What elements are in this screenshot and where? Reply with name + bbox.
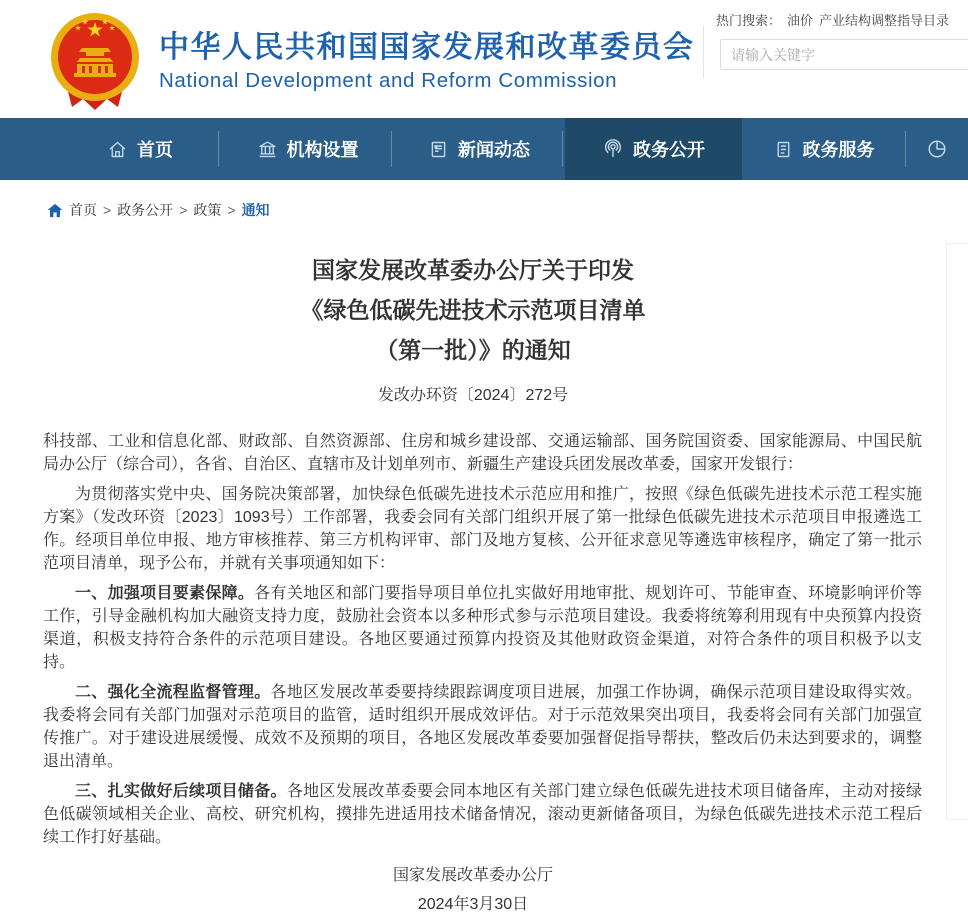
nav-separator [562, 131, 563, 167]
nav-item-data[interactable] [906, 118, 968, 180]
paragraph-intro [43, 483, 922, 575]
site-title-en: National Development and Reform Commission [159, 69, 618, 92]
section-heading: 一、加强项目要素保障。 [75, 585, 255, 602]
signature-org: 国家发展改革委办公厅 [392, 867, 553, 884]
site-header [0, 0, 968, 118]
news-icon [428, 139, 449, 160]
nav-item-gov-disclosure[interactable] [565, 118, 742, 180]
document-title [0, 250, 946, 370]
services-icon [773, 139, 794, 160]
paragraph-text: 各地区发展改革委要会同本地区有关部门建立绿色低碳先进技术项目储备库，主动对接绿色低碳领域相关企业、高校、研究机构，摸排先进适用技术储备情况，滚动更新储备项目，为绿色低碳先进技术示范工程后续工作打好基础。 [43, 783, 922, 846]
nav-item-label: 新闻动态 [458, 140, 530, 160]
document-title-line: （第一批）》的通知 [375, 337, 571, 363]
national-emblem-icon [45, 10, 145, 114]
nav-item-label: 政务公开 [633, 140, 705, 160]
nav-separator [391, 131, 392, 167]
breadcrumb-home[interactable]: 首页 [69, 202, 97, 218]
nav-separator [218, 131, 219, 167]
home-icon [47, 203, 63, 218]
home-icon [107, 139, 128, 160]
paragraph-text: 为贯彻落实党中央、国务院决策部署，加快绿色低碳先进技术示范应用和推广，按照《绿色低碳先进技术示范工程实施方案》（发改环资〔2023〕1093号）工作部署，我委会同有关部门组织开展了第一批绿色低碳先进技术示范项目申报遴选工作。经项目单位申报、地方审核推荐、第三方机构评审、部门及地方复核、公开征求意见等遴选审核程序，确定了第一批示范项目清单，现予公布，并就有关事项通知如下： [43, 486, 922, 572]
site-logo[interactable] [45, 10, 695, 114]
document-body [43, 430, 922, 856]
document-title-line: 《绿色低碳先进技术示范项目清单 [300, 297, 646, 323]
paragraph-section-3 [43, 780, 922, 849]
paragraph-text: 各地区发展改革委要持续跟踪调度项目进展，加强工作协调，确保示范项目建设取得实效。我委将会同有关部门加强对示范项目的监管，适时组织开展成效评估。对于示范效果突出项目，我委将会同有关部门加强宣传推广。对于建设进展缓慢、成效不及预期的项目，各地区发展改革委要加强督促指导帮扶，整改后仍未达到要求的，调整退出清单。 [43, 684, 922, 770]
site-titles [159, 30, 695, 94]
paragraph-section-1 [43, 582, 922, 674]
paragraph-recipients [43, 430, 922, 476]
hot-search [716, 10, 949, 29]
hot-search-label: 热门搜索： [716, 13, 782, 28]
header-divider [703, 26, 704, 78]
nav-item-label: 政务服务 [802, 140, 875, 160]
breadcrumb-separator: > [227, 202, 236, 218]
nav-item-news[interactable] [400, 118, 558, 180]
breadcrumb-separator: > [103, 202, 112, 218]
nav-item-label: 首页 [137, 140, 173, 160]
document-number: 发改办环资〔2024〕272号 [377, 387, 569, 404]
institution-icon [257, 139, 278, 160]
main-nav [0, 118, 968, 180]
broadcast-icon [602, 138, 624, 160]
hot-search-link-catalog[interactable]: 产业结构调整指导目录 [819, 13, 950, 28]
breadcrumb-gov-disclosure[interactable]: 政务公开 [117, 202, 174, 218]
section-heading: 三、扎实做好后续项目储备。 [75, 783, 287, 800]
site-title-zh: 中华人民共和国国家发展和改革委员会 [159, 31, 695, 64]
breadcrumb-current: 通知 [241, 202, 270, 218]
nav-item-label: 机构设置 [286, 140, 359, 160]
breadcrumb-separator: > [179, 202, 188, 218]
nav-item-home[interactable] [85, 118, 195, 180]
document-title-line: 国家发展改革委办公厅关于印发 [312, 257, 634, 283]
breadcrumb-policy[interactable]: 政策 [193, 202, 222, 218]
nav-item-gov-services[interactable] [742, 118, 905, 180]
paragraph-text: 科技部、工业和信息化部、财政部、自然资源部、住房和城乡建设部、交通运输部、国务院国资委、国家能源局、中国民航局办公厅（综合司），各省、自治区、直辖市及计划单列市、新疆生产建设兵团发展改革委，国家开发银行： [43, 433, 922, 473]
breadcrumb [47, 200, 270, 220]
paragraph-section-2 [43, 681, 922, 773]
section-heading: 二、强化全流程监督管理。 [75, 684, 271, 701]
side-panel [946, 243, 968, 820]
pie-chart-icon [926, 138, 948, 160]
search-input[interactable] [720, 39, 968, 70]
nav-item-organization[interactable] [230, 118, 385, 180]
hot-search-link-oil-price[interactable]: 油价 [787, 13, 814, 28]
signature-block [0, 861, 946, 919]
signature-date: 2024年3月30日 [417, 896, 529, 913]
paragraph-text: 各有关地区和部门要指导项目单位扎实做好用地审批、规划许可、节能审查、环境影响评价等工作，引导金融机构加大融资支持力度，鼓励社会资本以多种形式参与示范项目建设。我委将统筹利用现有中央预算内投资渠道，积极支持符合条件的示范项目建设。各地区要通过预算内投资及其他财政资金渠道，对符合条件的项目积极予以支持。 [43, 585, 922, 671]
